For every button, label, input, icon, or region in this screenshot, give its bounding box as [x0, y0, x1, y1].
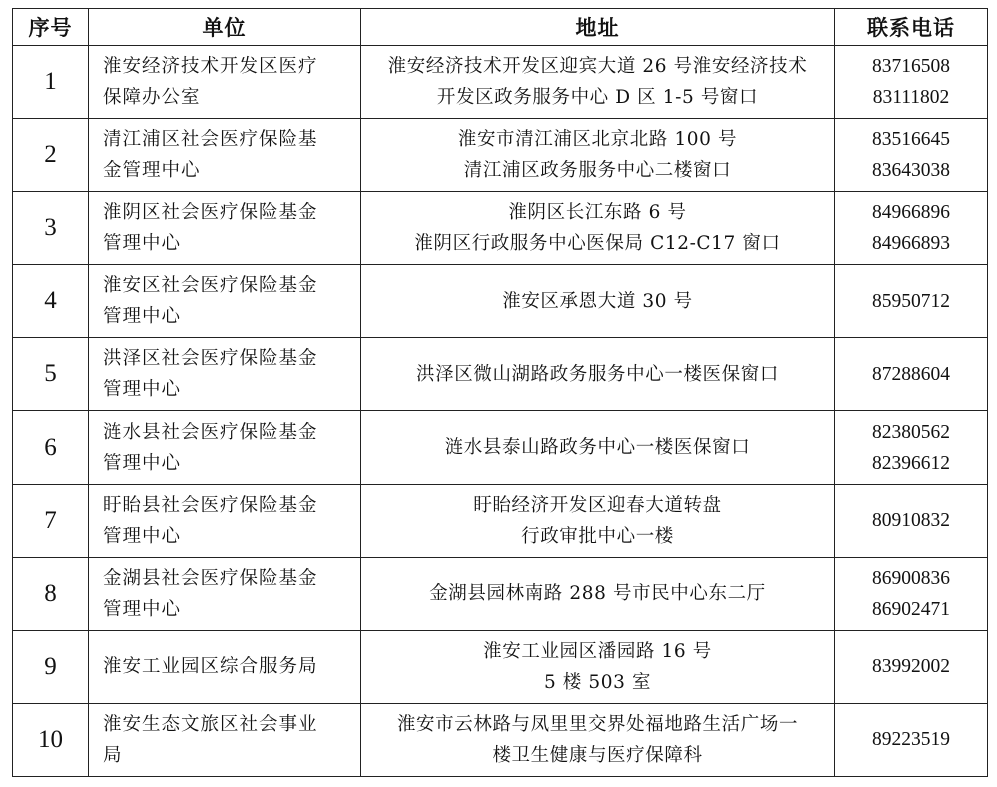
address-line: 清江浦区政务服务中心二楼窗口	[463, 160, 732, 182]
row-phone	[835, 703, 988, 776]
row-phone	[835, 557, 988, 630]
address-line: 淮阴区行政服务中心医保局 C12-C17 窗口	[414, 233, 781, 255]
table-row	[13, 484, 988, 557]
row-phone	[835, 265, 988, 338]
phone-number: 86902471	[872, 598, 950, 620]
phone-number: 82396612	[872, 452, 950, 474]
row-address	[361, 557, 835, 630]
row-address	[361, 484, 835, 557]
table-row	[13, 46, 988, 119]
address-line: 开发区政务服务中心 D 区 1-5 号窗口	[436, 87, 759, 109]
row-seq: 7	[13, 484, 89, 557]
phone-number: 83716508	[872, 56, 950, 78]
address-line: 淮安市清江浦区北京北路 100 号	[457, 129, 738, 151]
unit-line: 淮安经济技术开发区医疗	[103, 56, 318, 78]
unit-line: 管理中心	[103, 306, 182, 328]
unit-line: 管理中心	[103, 379, 182, 401]
unit-line: 洪泽区社会医疗保险基金	[103, 348, 318, 370]
phone-number: 83516645	[872, 129, 950, 151]
row-address	[361, 411, 835, 484]
row-phone	[835, 630, 988, 703]
address-line: 5 楼 503 室	[543, 671, 652, 693]
row-seq: 5	[13, 338, 89, 411]
address-line: 楼卫生健康与医疗保障科	[492, 744, 703, 766]
row-address	[361, 703, 835, 776]
row-unit	[89, 338, 361, 411]
unit-line: 淮阴区社会医疗保险基金	[103, 202, 318, 224]
phone-number: 86900836	[872, 567, 950, 589]
unit-line: 金管理中心	[103, 160, 201, 182]
row-unit	[89, 703, 361, 776]
row-unit	[89, 630, 361, 703]
address-line: 行政审批中心一楼	[521, 525, 674, 547]
phone-number: 83111802	[872, 87, 950, 109]
header-seq: 序号	[13, 9, 89, 46]
phone-number: 85950712	[872, 290, 950, 312]
header-unit: 单位	[89, 9, 361, 46]
row-phone	[835, 338, 988, 411]
address-line: 淮阴区长江东路 6 号	[508, 202, 687, 224]
table-row	[13, 630, 988, 703]
table-row	[13, 119, 988, 192]
phone-number: 83992002	[872, 656, 950, 678]
unit-line: 管理中心	[103, 598, 182, 620]
address-line: 金湖县园林南路 288 号市民中心东二厅	[429, 583, 766, 605]
contact-table	[12, 8, 988, 777]
table-row	[13, 338, 988, 411]
phone-number: 82380562	[872, 421, 950, 443]
row-unit	[89, 46, 361, 119]
header-phone: 联系电话	[835, 9, 988, 46]
row-seq: 9	[13, 630, 89, 703]
row-unit	[89, 119, 361, 192]
address-line: 淮安市云林路与凤里里交界处福地路生活广场一	[396, 713, 799, 735]
row-phone	[835, 411, 988, 484]
unit-line: 涟水县社会医疗保险基金	[103, 421, 318, 443]
unit-line: 淮安区社会医疗保险基金	[103, 275, 318, 297]
unit-line: 淮安生态文旅区社会事业	[103, 713, 318, 735]
table-row	[13, 557, 988, 630]
unit-line: 管理中心	[103, 233, 182, 255]
row-address	[361, 265, 835, 338]
table-row	[13, 192, 988, 265]
row-address	[361, 630, 835, 703]
unit-line: 管理中心	[103, 452, 182, 474]
row-unit	[89, 557, 361, 630]
table-row	[13, 265, 988, 338]
row-seq: 1	[13, 46, 89, 119]
header-row	[13, 9, 988, 46]
row-address	[361, 338, 835, 411]
phone-number: 84966893	[872, 233, 950, 255]
unit-line: 清江浦区社会医疗保险基	[103, 129, 318, 151]
row-address	[361, 119, 835, 192]
phone-number: 84966896	[872, 202, 950, 224]
row-phone	[835, 46, 988, 119]
phone-number: 83643038	[872, 160, 950, 182]
row-seq: 4	[13, 265, 89, 338]
row-seq: 6	[13, 411, 89, 484]
header-address: 地址	[361, 9, 835, 46]
row-unit	[89, 411, 361, 484]
row-seq: 8	[13, 557, 89, 630]
unit-line: 局	[103, 744, 123, 766]
row-unit	[89, 484, 361, 557]
table-row	[13, 411, 988, 484]
row-unit	[89, 192, 361, 265]
row-seq: 2	[13, 119, 89, 192]
row-seq: 3	[13, 192, 89, 265]
phone-number: 80910832	[872, 510, 950, 532]
table-row	[13, 703, 988, 776]
unit-line: 金湖县社会医疗保险基金	[103, 567, 318, 589]
address-line: 淮安工业园区潘园路 16 号	[483, 640, 712, 662]
row-phone	[835, 484, 988, 557]
address-line: 洪泽区微山湖路政务服务中心一楼医保窗口	[416, 363, 779, 385]
row-phone	[835, 192, 988, 265]
address-line: 淮安经济技术开发区迎宾大道 26 号淮安经济技术	[387, 56, 808, 78]
address-line: 盱眙经济开发区迎春大道转盘	[473, 494, 722, 516]
row-phone	[835, 119, 988, 192]
row-seq: 10	[13, 703, 89, 776]
row-unit	[89, 265, 361, 338]
phone-number: 89223519	[872, 729, 950, 751]
address-line: 淮安区承恩大道 30 号	[502, 290, 693, 312]
row-address	[361, 192, 835, 265]
unit-line: 保障办公室	[103, 87, 201, 109]
unit-line: 管理中心	[103, 525, 182, 547]
phone-number: 87288604	[872, 363, 950, 385]
unit-line: 淮安工业园区综合服务局	[103, 656, 318, 678]
row-address	[361, 46, 835, 119]
unit-line: 盱眙县社会医疗保险基金	[103, 494, 318, 516]
address-line: 涟水县泰山路政务中心一楼医保窗口	[444, 437, 751, 459]
